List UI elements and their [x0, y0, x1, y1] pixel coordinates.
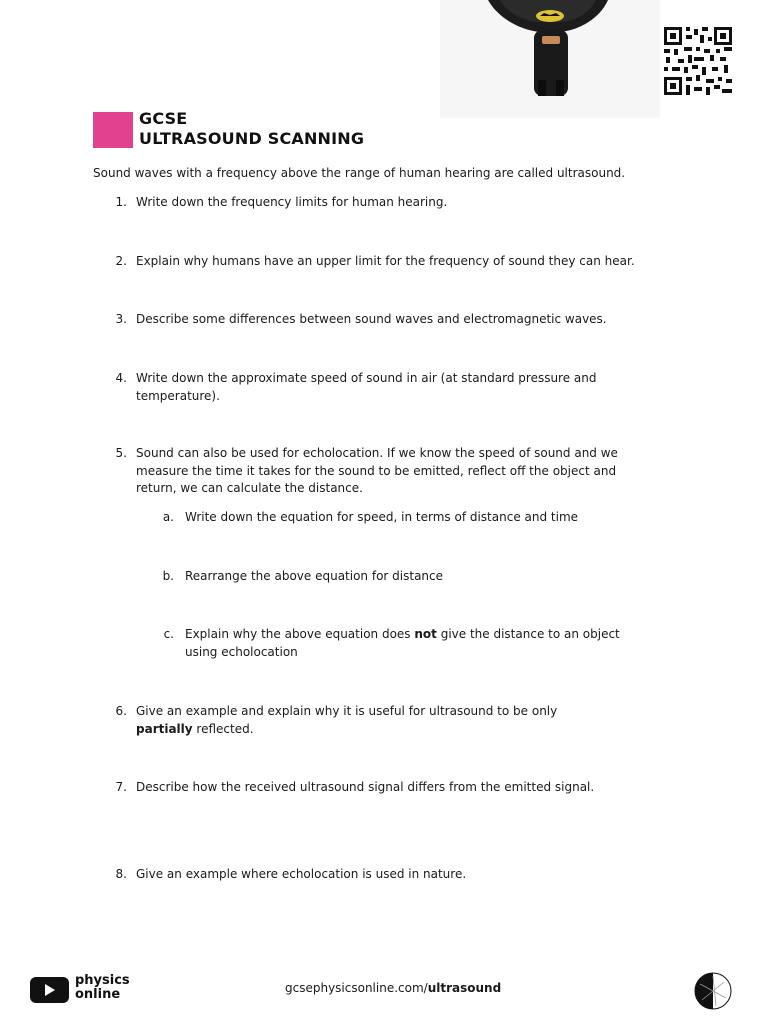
text-part: give the distance to an object using echolocation [185, 627, 620, 659]
qr-code-icon[interactable] [664, 27, 732, 95]
question-text: Describe some differences between sound waves and electromagnetic waves. [136, 312, 607, 326]
text-part: reflected. [192, 721, 254, 736]
question-text: Give an example where echolocation is used in nature. [136, 867, 467, 881]
youtube-play-icon [30, 977, 69, 1003]
question-text: Describe how the received ultrasound signal differs from the emitted signal. [136, 780, 595, 794]
question-text: Write down the frequency limits for human hearing. [136, 195, 448, 209]
text-part: Explain why the above equation does [185, 627, 415, 641]
subquestion-text: Write down the equation for speed, in terms of distance and time [185, 510, 579, 524]
emphasis-partially: partially [136, 721, 193, 736]
question-number: 6. [115, 704, 127, 718]
batman-figure-image [440, 0, 660, 118]
url-bold: ultrasound [427, 981, 502, 995]
question-number: 3. [115, 312, 127, 326]
question-text: Sound can also be used for echolocation. If we know the speed of sound and we measure the time it takes for the sound to be emitted, reflect off the object and return, we can calculate the distance. [136, 446, 618, 495]
subquestion-text: Rearrange the above equation for distance [185, 569, 444, 583]
subquestion-text [185, 626, 645, 661]
intro-text: Sound waves with a frequency above the range of human hearing are called ultrasound. [93, 166, 626, 180]
title-accent-square [93, 112, 133, 148]
question-number: 5. [115, 446, 127, 460]
subquestion-letter: b. [162, 569, 174, 583]
question-number: 1. [115, 195, 127, 209]
title-line-1: GCSE [139, 109, 188, 128]
subquestion-letter: c. [163, 627, 174, 641]
question-number: 8. [115, 867, 127, 881]
title-line-2: ULTRASOUND SCANNING [139, 129, 365, 148]
question-number: 4. [115, 371, 127, 385]
question-text [136, 703, 606, 738]
text-part: Give an example and explain why it is useful for ultrasound to be only [136, 704, 558, 718]
subquestion-letter: a. [162, 510, 174, 524]
question-text: Write down the approximate speed of sound in air (at standard pressure and temperature). [136, 371, 597, 403]
logo-text [75, 974, 130, 1002]
question-number: 2. [115, 254, 127, 268]
page-title [139, 109, 364, 149]
emphasis-not: not [414, 627, 437, 641]
footer-url-link[interactable] [285, 981, 501, 995]
logo-line-1: physics [75, 973, 130, 988]
url-prefix: gcsephysicsonline.com/ [285, 981, 428, 995]
circle-logo-icon [694, 972, 732, 1010]
question-text: Explain why humans have an upper limit for the frequency of sound they can hear. [136, 254, 635, 268]
question-number: 7. [115, 780, 127, 794]
logo-line-2: online [75, 987, 121, 1002]
